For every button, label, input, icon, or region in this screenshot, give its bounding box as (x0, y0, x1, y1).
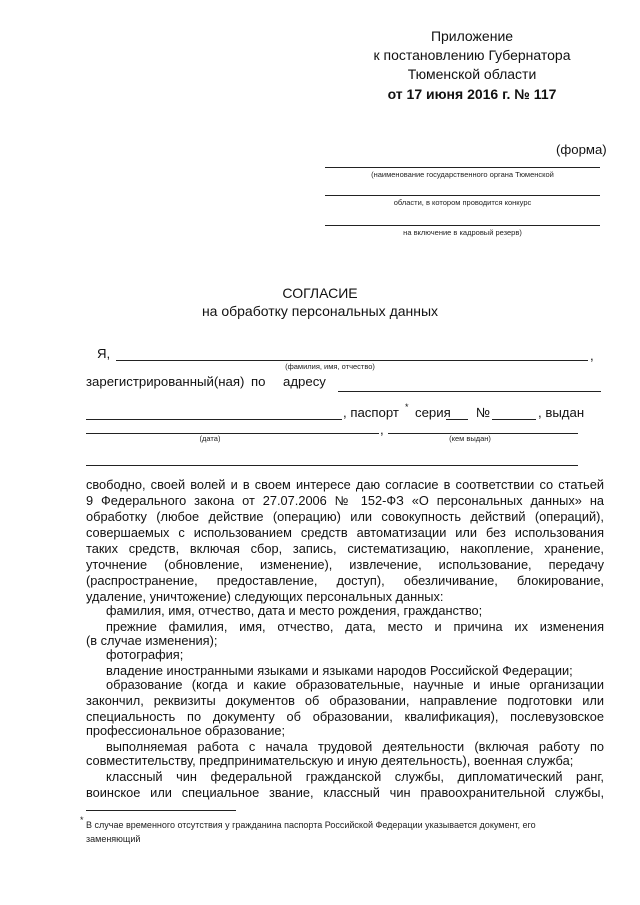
list-item: выполняемая работа с начала трудовой деятельности (включая работу по (106, 739, 604, 754)
org-line-2[interactable] (325, 195, 600, 196)
body-line: уточнение (обновление, изменение), извлечение, использование, передачу (86, 557, 604, 572)
form-label: (форма) (556, 142, 607, 157)
list-item-continuation: (в случае изменения); (86, 633, 218, 648)
body-line: обработку (любое действие (операцию) или совокупность действий (операций), (86, 509, 604, 524)
footnote-mark: * (80, 815, 84, 825)
body-line: свободно, своей волей и в своем интересе даю согласие в соответствии со статьей (86, 477, 604, 492)
issuer-caption: (кем выдан) (449, 434, 491, 443)
list-item: фамилия, имя, отчество, дата и место рождения, гражданство; (106, 603, 483, 618)
fio-comma: , (590, 348, 594, 363)
address-label: адресу (283, 374, 326, 389)
region-name: Тюменской области (407, 66, 537, 82)
list-item-continuation: воинское или специальное звание, классный чин правоохранительной службы, (86, 785, 604, 800)
date-caption: (дата) (199, 434, 221, 443)
list-item-continuation: закончил, реквизиты документов об образовании, направление подготовки или (86, 693, 604, 708)
list-item-continuation: специальность по документу об образовании, квалификация), послевузовское (86, 709, 604, 724)
decree-date-number: от 17 июня 2016 г. № 117 (387, 86, 557, 102)
document-subtitle: на обработку персональных данных (201, 303, 439, 319)
org-line-1[interactable] (325, 167, 600, 168)
fio-caption: (фамилия, имя, отчество) (285, 362, 375, 371)
footnote-text-line-2: заменяющий (86, 834, 141, 844)
org-caption-1: (наименование государственного органа Тюменской (371, 170, 554, 179)
list-item: прежние фамилия, имя, отчество, дата, место и причина их изменения (106, 619, 604, 634)
address-continuation-field[interactable] (86, 419, 342, 420)
ya-label: Я, (97, 346, 111, 361)
list-item: образование (когда и какие образовательные, научные и иные организации (106, 677, 604, 692)
list-item-continuation: профессиональное образование; (86, 723, 286, 738)
list-item: классный чин федеральной гражданской службы, дипломатический ранг, (106, 769, 604, 784)
body-line: совершаемых с использованием средств автоматизации или без использования (86, 525, 604, 540)
list-item: фотография; (106, 647, 184, 662)
number-field[interactable] (492, 419, 536, 420)
address-field[interactable] (338, 391, 601, 392)
footnote-separator (86, 810, 236, 811)
org-caption-3: на включение в кадровый резерв) (403, 228, 522, 237)
passport-label: , паспорт (343, 405, 399, 420)
org-caption-2: области, в котором проводится конкурс (393, 198, 532, 207)
issuer-continuation-field[interactable] (86, 465, 578, 466)
list-item-continuation: совместительству, предпринимательскую и иную деятельность), военная служба; (86, 753, 574, 768)
number-label: № (476, 405, 491, 420)
body-line: 9 Федерального закона от 27.07.2006 № 152-ФЗ «О персональных данных» на (86, 493, 604, 508)
appendix-label: Приложение (430, 28, 514, 44)
passport-footnote-mark: * (405, 402, 409, 412)
series-field[interactable] (446, 419, 468, 420)
issued-label: , выдан (538, 405, 585, 420)
list-item: владение иностранными языками и языками народов Российской Федерации; (106, 663, 573, 678)
org-line-3[interactable] (325, 225, 600, 226)
document-title: СОГЛАСИЕ (282, 285, 358, 301)
body-line: (распространение, предоставление, доступ), обезличивание, блокирование, (86, 573, 604, 588)
decree-reference: к постановлению Губернатора (373, 47, 571, 63)
po-label: по (251, 374, 266, 389)
series-label: серия (415, 405, 451, 420)
body-line: удаление, уничтожение) следующих персональных данных: (86, 589, 444, 604)
footnote-text-line-1: В случае временного отсутствия у гражданина паспорта Российской Федерации указывается документ, его (86, 820, 536, 830)
date-comma: , (380, 422, 384, 437)
body-line: таких средств, включая сбор, запись, систематизацию, накопление, хранение, (86, 541, 604, 556)
fio-field[interactable] (116, 360, 588, 361)
registered-label: зарегистрированный(ная) (86, 374, 245, 389)
